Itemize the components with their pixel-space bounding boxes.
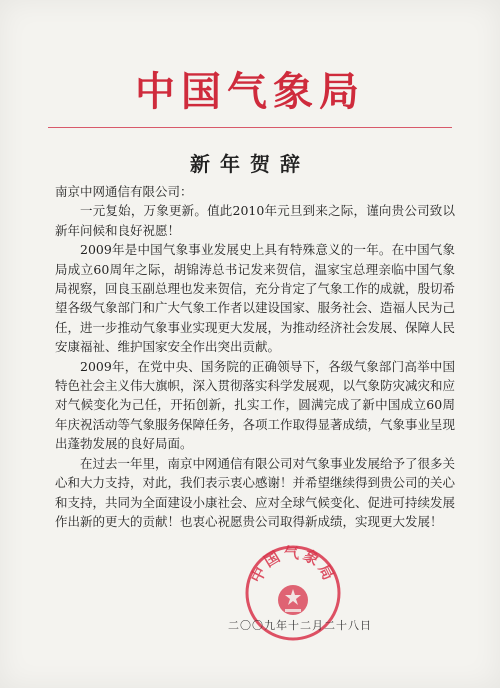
letter-salutation: 南京中网通信有限公司： (55, 184, 193, 199)
svg-text:中国气象局: 中国气象局 (247, 543, 339, 586)
letterhead-org-name: 中国气象局 (135, 68, 365, 115)
letter-paragraph-3: 2009年，在党中央、国务院的正确领导下，各级气象部门高举中国特色社会主义伟大旗帜，深入贯彻落实科学发展观，以气象防灾减灾和应对气候变化为己任，开拓创新，扎实工作，圆满完成了新中国成立60周年庆祝活动等气象服务保障任务，各项工作取得显著成绩，气象事业呈现出蓬勃发展的良好局面。 (55, 358, 456, 452)
letter-body (55, 182, 455, 531)
letter-paragraph-4: 在过去一年里，南京中网通信有限公司对气象事业发展给予了很多关心和大力支持，对此，我们表示衷心感谢！并希望继续得到贵公司的关心和支持，共同为全面建设小康社会、应对全球气候变化、促进可持续发展作出新的更大的贡献！也衷心祝愿贵公司取得新成绩，实现更大发展！ (55, 455, 456, 529)
letter-paragraph-2: 2009年是中国气象事业发展史上具有特殊意义的一年。在中国气象局成立60周年之际，胡锦涛总书记发来贺信，温家宝总理亲临中国气象局视察，回良玉副总理也发来贺信，充分肯定了气象工作的成就，殷切希望各级气象部门和广大气象工作者以建设国家、服务社会、造福人民为己任，进一步推动气象事业实现更大发展，为推动经济社会发展、保障人民安康福祉、维护国家安全作出突出贡献。 (55, 242, 456, 355)
letter-date: 二〇〇九年十二月二十八日 (228, 619, 372, 632)
letter-paragraph-1: 一元复始，万象更新。值此2010年元旦到来之际，谨向贵公司致以新年问候和良好祝愿！ (55, 203, 455, 238)
letterhead-rule (48, 127, 452, 128)
letter-title: 新年贺辞 (190, 152, 310, 176)
